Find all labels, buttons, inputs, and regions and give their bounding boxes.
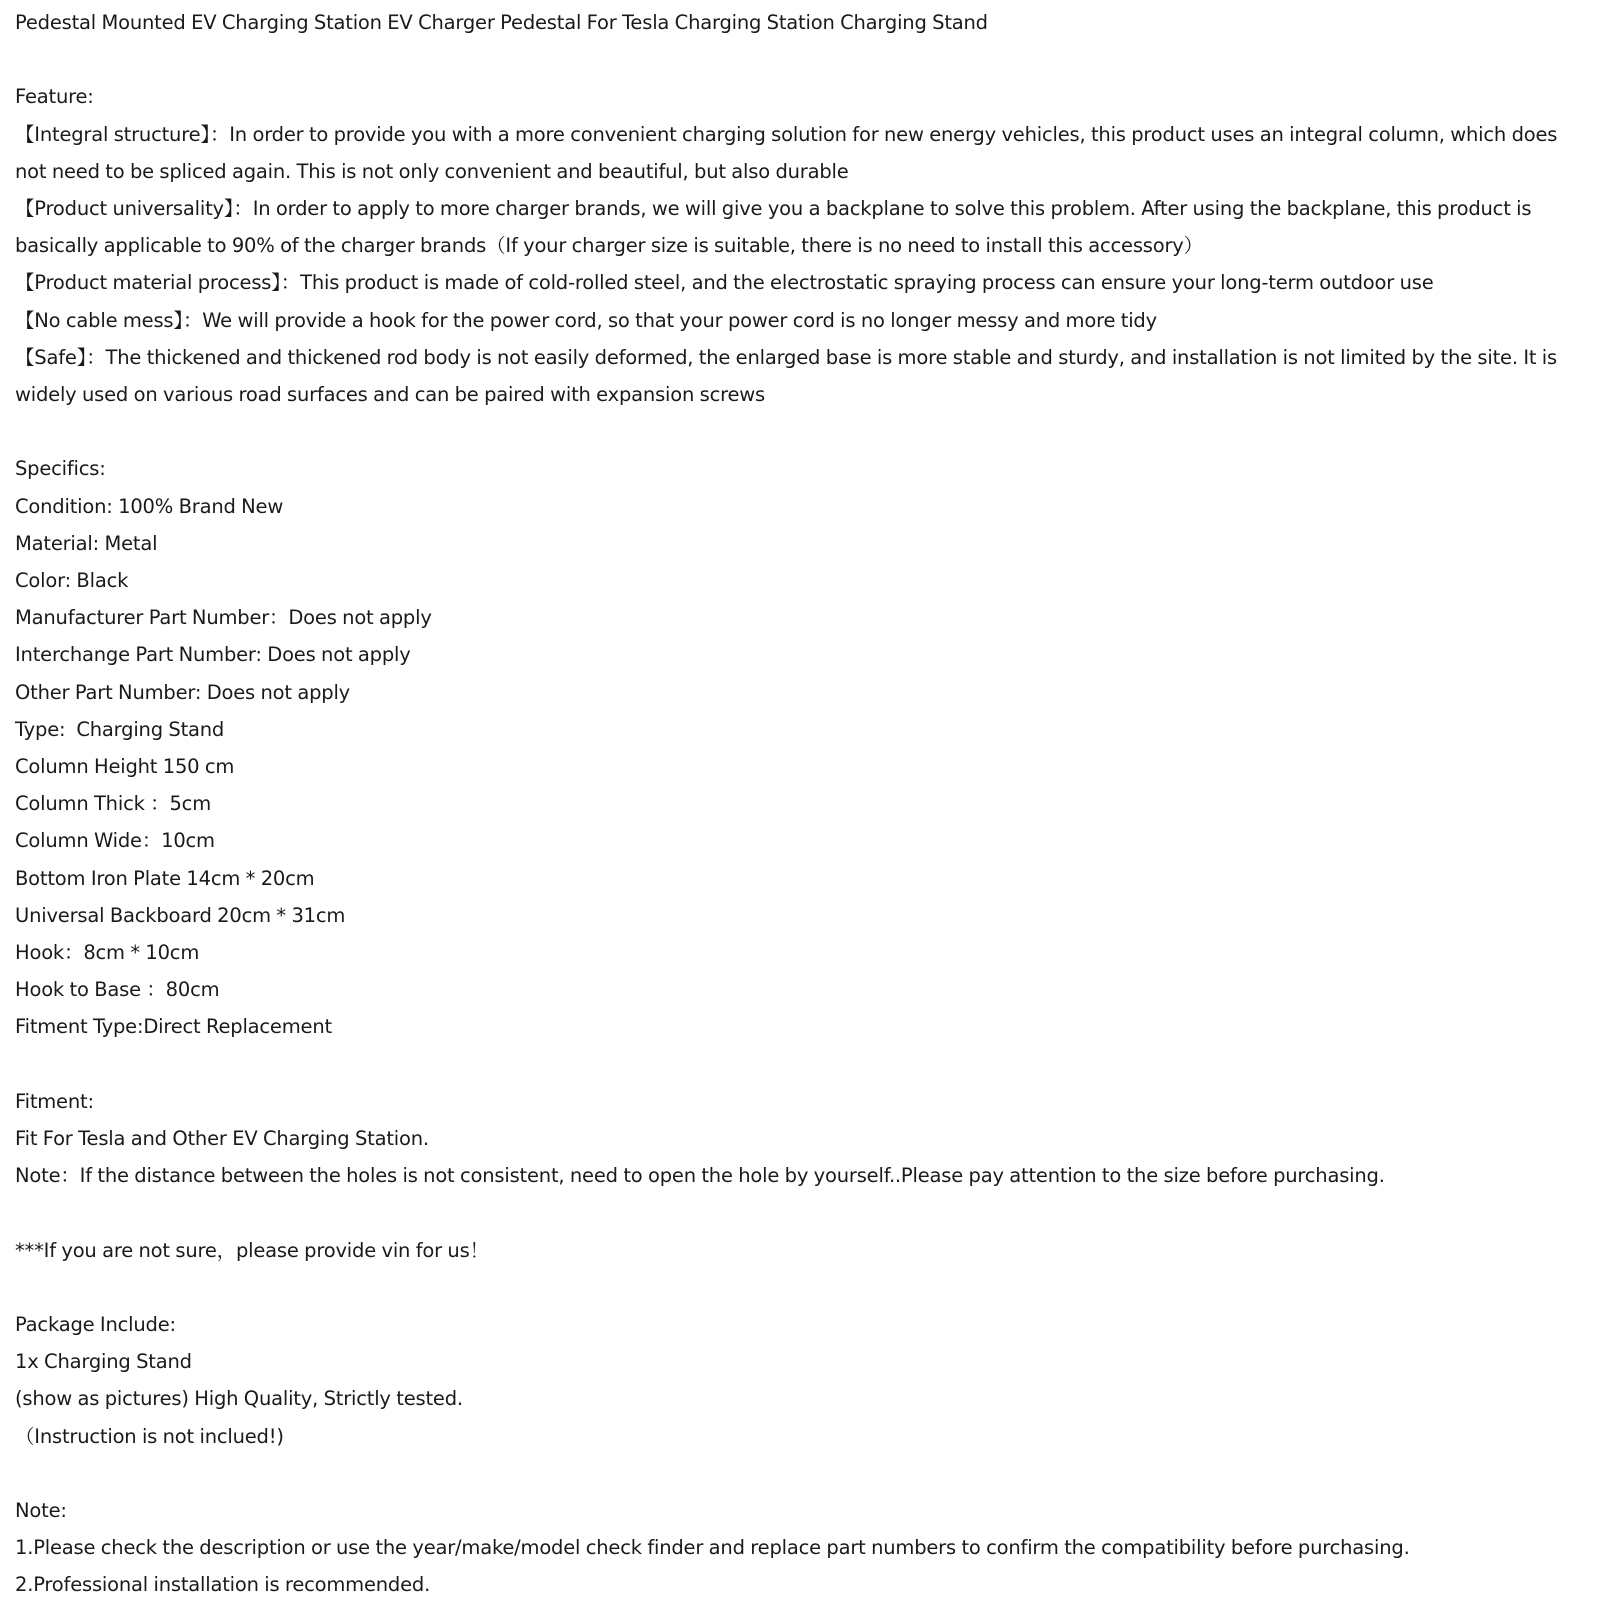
spec-other-part-number: Other Part Number: Does not apply [15, 680, 351, 704]
spec-column-wide: Column Wide：10cm [15, 829, 215, 853]
fitment-note: Note：If the distance between the holes is not consistent, need to open the hole by yourself..Please pay attention to the size before purchasing. [15, 1164, 1385, 1188]
spec-material: Material: Metal [15, 531, 158, 555]
fitment-heading: Fitment: [15, 1089, 94, 1113]
specifics-heading: Specifics: [15, 457, 106, 481]
spacer [15, 41, 1585, 78]
spec-hook: Hook：8cm * 10cm [15, 941, 200, 965]
spec-condition: Condition: 100% Brand New [15, 494, 284, 518]
fitment-fit-for: Fit For Tesla and Other EV Charging Station. [15, 1127, 429, 1151]
product-title: Pedestal Mounted EV Charging Station EV Charger Pedestal For Tesla Charging Station Charging Stand [15, 11, 988, 34]
product-description [15, 4, 1585, 1604]
note-item-installation: 2.Professional installation is recommended. [15, 1573, 431, 1597]
feature-heading: Feature: [15, 85, 94, 109]
note-heading: Note: [15, 1499, 67, 1523]
spacer [15, 413, 1585, 450]
note-item-compatibility: 1.Please check the description or use the year/make/model check finder and replace part numbers to confirm the compatibility before purchasing. [15, 1536, 1410, 1560]
spacer [15, 1046, 1585, 1083]
spec-column-thick: Column Thick ：5cm [15, 792, 211, 816]
spec-column-height: Column Height 150 cm [15, 755, 235, 779]
feature-safe: 【Safe】：The thickened and thickened rod body is not easily deformed, the enlarged base is more stable and sturdy, and installation is not limited by the site. It is widely used on various road surfaces and can be paired with expansion screws [15, 345, 1557, 407]
spec-hook-to-base: Hook to Base ：80cm [15, 978, 220, 1002]
feature-material-process: 【Product material process】：This product is made of cold-rolled steel, and the electrostatic spraying process can ensure your long-term outdoor use [15, 271, 1434, 295]
spec-manufacturer-part-number: Manufacturer Part Number：Does not apply [15, 606, 432, 630]
feature-integral-structure: 【Integral structure】：In order to provide you with a more convenient charging solution for new energy vehicles, this product uses an integral column, which does not need to be spliced again. This is not only convenient and beautiful, but also durable [15, 122, 1558, 183]
spec-universal-backboard: Universal Backboard 20cm * 31cm [15, 903, 346, 927]
vin-notice: ***If you are not sure，please provide vin for us！ [15, 1238, 489, 1262]
spec-bottom-iron-plate: Bottom Iron Plate 14cm * 20cm [15, 866, 315, 890]
spec-fitment-type: Fitment Type:Direct Replacement [15, 1015, 332, 1039]
package-item-quality: (show as pictures) High Quality, Strictly tested. [15, 1387, 463, 1411]
spec-type: Type: Charging Stand [15, 717, 225, 741]
spacer [15, 1269, 1585, 1306]
package-item-stand: 1x Charging Stand [15, 1350, 192, 1374]
feature-product-universality: 【Product universality】：In order to apply to more charger brands, we will give you a backplane to solve this problem. After using the backplane, this product is basically applicable to 90% of the charger brands（If your charger size is suitable, there is no need to install this accessory） [15, 197, 1532, 258]
spacer [15, 1455, 1585, 1492]
spec-interchange-part-number: Interchange Part Number: Does not apply [15, 643, 411, 667]
spec-color: Color: Black [15, 569, 129, 593]
package-heading: Package Include: [15, 1313, 176, 1337]
spacer [15, 1194, 1585, 1231]
feature-no-cable-mess: 【No cable mess】：We will provide a hook for the power cord, so that your power cord is no longer messy and more tidy [15, 308, 1157, 332]
package-item-instruction: （Instruction is not inclued!) [15, 1424, 284, 1448]
